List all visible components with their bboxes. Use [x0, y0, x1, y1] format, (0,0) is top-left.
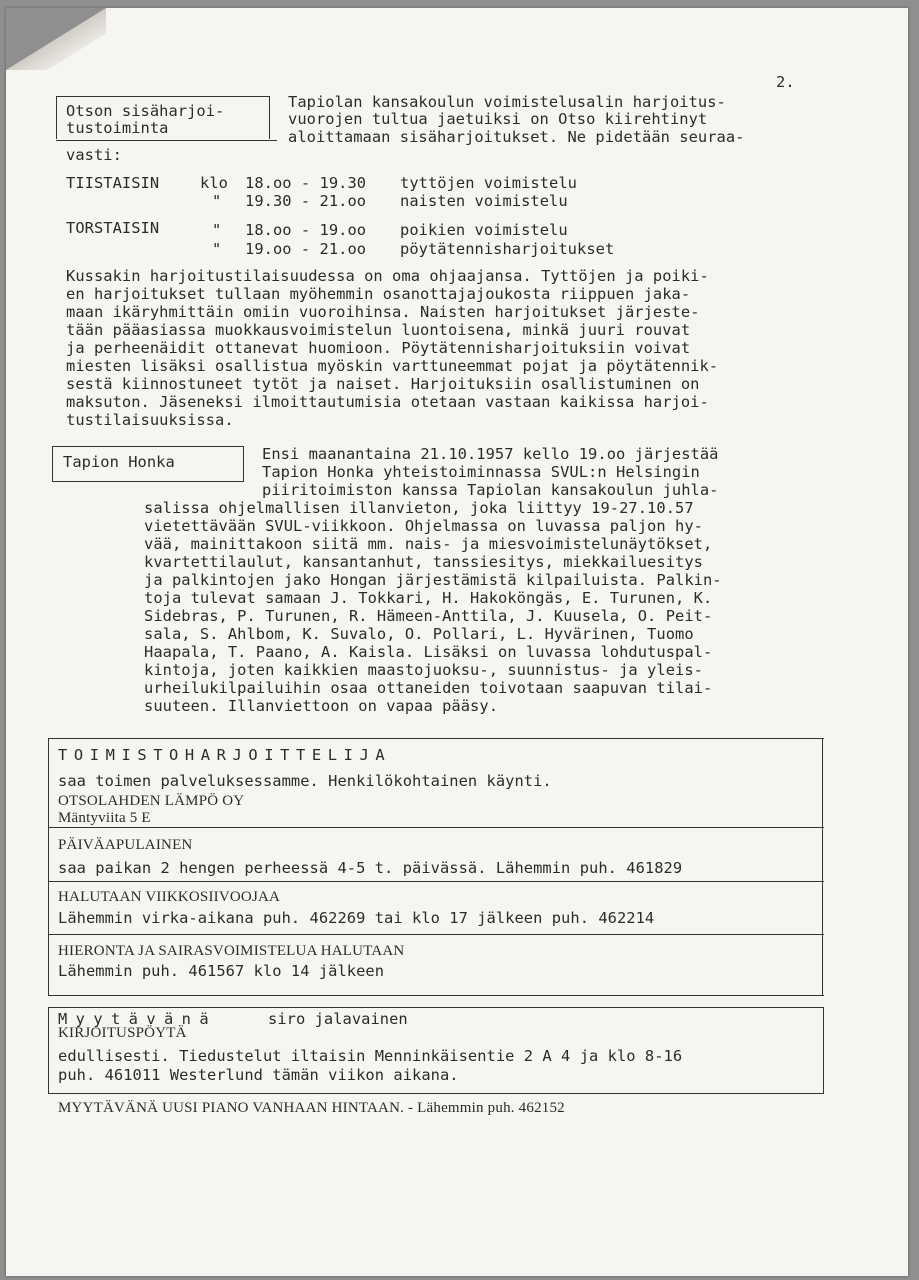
honka-intro-line-1: Ensi maanantaina 21.10.1957 kello 19.oo järjestää [262, 445, 719, 463]
honka-body-line: kvartettilaulut, kansantanhut, tanssiesitys, miekkailuesitys [144, 553, 703, 571]
ads-divider [48, 995, 824, 996]
page-number: 2. [776, 73, 795, 91]
honka-body-line: vietettävään SVUL-viikkoon. Ohjelmassa on luvassa paljon hy- [144, 517, 703, 535]
schedule-time: 18.oo - 19.oo [245, 221, 367, 239]
sale-ad-item: KIRJOITUSPÖYTÄ [58, 1025, 187, 1041]
schedule-activity: pöytätennisharjoitukset [400, 240, 615, 258]
job-ad-heading: TOIMISTOHARJOITTELIJA [58, 746, 392, 764]
sale-ad-line-1: edullisesti. Tiedustelut iltaisin Menninkäisentie 2 A 4 ja klo 8-16 [58, 1047, 683, 1065]
schedule-prefix: " [212, 240, 222, 258]
otso-body-line: tustilaisuuksissa. [66, 411, 234, 429]
otso-body-line: maan ikäryhmittäin omiin vuoroihinsa. Naisten harjoitukset järjeste- [66, 303, 700, 321]
otso-body-line: tään pääasiassa muokkausvoimistelun luontoisena, minkä juuri rouvat [66, 321, 691, 339]
helper-ad-line: saa paikan 2 hengen perheessä 4-5 t. päivässä. Lähemmin puh. 461829 [58, 859, 683, 877]
schedule-time: 19.oo - 21.oo [245, 240, 367, 258]
piano-ad-line: MYYTÄVÄNÄ UUSI PIANO VANHAAN HINTAAN. - Lähemmin puh. 462152 [58, 1100, 565, 1116]
schedule-day: TIISTAISIN [66, 174, 160, 192]
helper-ad-heading: PÄIVÄAPULAINEN [58, 837, 193, 853]
ads-frame-right [822, 738, 823, 996]
honka-body-line: Haapala, T. Paano, A. Kaisla. Lisäksi on luvassa lohdutuspal- [144, 643, 713, 661]
honka-intro-line-2: Tapion Honka yhteistoiminnassa SVUL:n Helsingin [262, 463, 700, 481]
otso-intro-line-2: vuorojen tultua jaetuiksi on Otso kiirehtinyt [288, 110, 708, 128]
schedule-activity: poikien voimistelu [400, 221, 568, 239]
schedule-prefix: " [212, 192, 222, 210]
cleaner-ad-line: Lähemmin virka-aikana puh. 462269 tai klo 17 jälkeen puh. 462214 [58, 909, 655, 927]
ads-frame-left [48, 738, 49, 996]
schedule-activity: naisten voimistelu [400, 192, 568, 210]
ads-divider [48, 738, 824, 739]
honka-body-line: kintoja, joten kaikkien maastojuoksu-, suunnistus- ja yleis- [144, 661, 703, 679]
ads-divider [48, 827, 824, 828]
otso-heading-line-1: Otson sisäharjoi- [66, 102, 225, 120]
otso-intro-line-3: aloittamaan sisäharjoitukset. Ne pidetään seuraa- [288, 128, 745, 146]
schedule-time: 19.30 - 21.oo [245, 192, 367, 210]
otso-heading-underline [56, 140, 277, 141]
honka-body-line: suuteen. Illanviettoon on vapaa pääsy. [144, 697, 499, 715]
folded-corner [6, 8, 106, 70]
ads-divider [48, 881, 824, 882]
honka-body-line: vää, mainittakoon siitä mm. nais- ja miesvoimistelunäytökset, [144, 535, 713, 553]
honka-heading: Tapion Honka [63, 453, 175, 471]
otso-heading-line-2: tustoiminta [66, 119, 169, 137]
otso-body-line: maksuton. Jäseneksi ilmoittautumisia otetaan vastaan kaikissa harjoi- [66, 393, 709, 411]
job-ad-line: saa toimen palveluksessamme. Henkilökohtainen käynti. [58, 772, 552, 790]
cleaner-ad-heading: HALUTAAN VIIKKOSIIVOOJAA [58, 889, 281, 905]
honka-intro-line-3: piiritoimiston kanssa Tapiolan kansakoulun juhla- [262, 481, 719, 499]
honka-body-line: ja palkintojen jako Hongan järjestämistä kilpailuista. Palkin- [144, 571, 722, 589]
schedule-prefix: klo [200, 174, 228, 192]
massage-ad-line: Lähemmin puh. 461567 klo 14 jälkeen [58, 962, 385, 980]
honka-body-line: toja tulevat samaan J. Tokkari, H. Hakoköngäs, E. Turunen, K. [144, 589, 713, 607]
ads-divider [48, 934, 824, 935]
sale-ad-word: Myytävänä [58, 1010, 217, 1028]
otso-body-line: miesten lisäksi osallistua myöskin varttuneemmat pojat ja pöytätennik- [66, 357, 719, 375]
otso-intro-line-4: vasti: [66, 146, 122, 164]
sale-ad-desc: siro jalavainen [268, 1010, 408, 1028]
sale-ad-line-2: puh. 461011 Westerlund tämän viikon aikana. [58, 1066, 459, 1084]
job-ad-address: Mäntyviita 5 E [58, 810, 151, 826]
schedule-day: TORSTAISIN [66, 219, 160, 237]
otso-body-line: Kussakin harjoitustilaisuudessa on oma ohjaajansa. Tyttöjen ja poiki- [66, 267, 709, 285]
schedule-time: 18.oo - 19.30 [245, 174, 367, 192]
honka-body-line: sala, S. Ahlbom, K. Suvalo, O. Pollari, L. Hyvärinen, Tuomo [144, 625, 694, 643]
honka-body-line: salissa ohjelmallisen illanvieton, joka liittyy 19-27.10.57 [144, 499, 694, 517]
otso-body-line: sestä kiinnostuneet tytöt ja naiset. Harjoituksiin osallistuminen on [66, 375, 700, 393]
schedule-activity: tyttöjen voimistelu [400, 174, 578, 192]
massage-ad-heading: HIERONTA JA SAIRASVOIMISTELUA HALUTAAN [58, 943, 405, 959]
otso-body-line: ja perheenäidit ottanevat huomioon. Pöytätennisharjoituksiin voivat [66, 339, 691, 357]
otso-intro-line-1: Tapiolan kansakoulun voimistelusalin harjoitus- [288, 93, 726, 111]
job-ad-company: OTSOLAHDEN LÄMPÖ OY [58, 793, 245, 809]
schedule-prefix: " [212, 221, 222, 239]
honka-body-line: Sidebras, P. Turunen, R. Hämeen-Anttila, J. Kuusela, O. Peit- [144, 607, 713, 625]
otso-body-line: en harjoitukset tullaan myöhemmin osanottajajoukosta riippuen jaka- [66, 285, 691, 303]
honka-body-line: urheilukilpailuihin osaa ottaneiden toivotaan saapuvan tilai- [144, 679, 713, 697]
